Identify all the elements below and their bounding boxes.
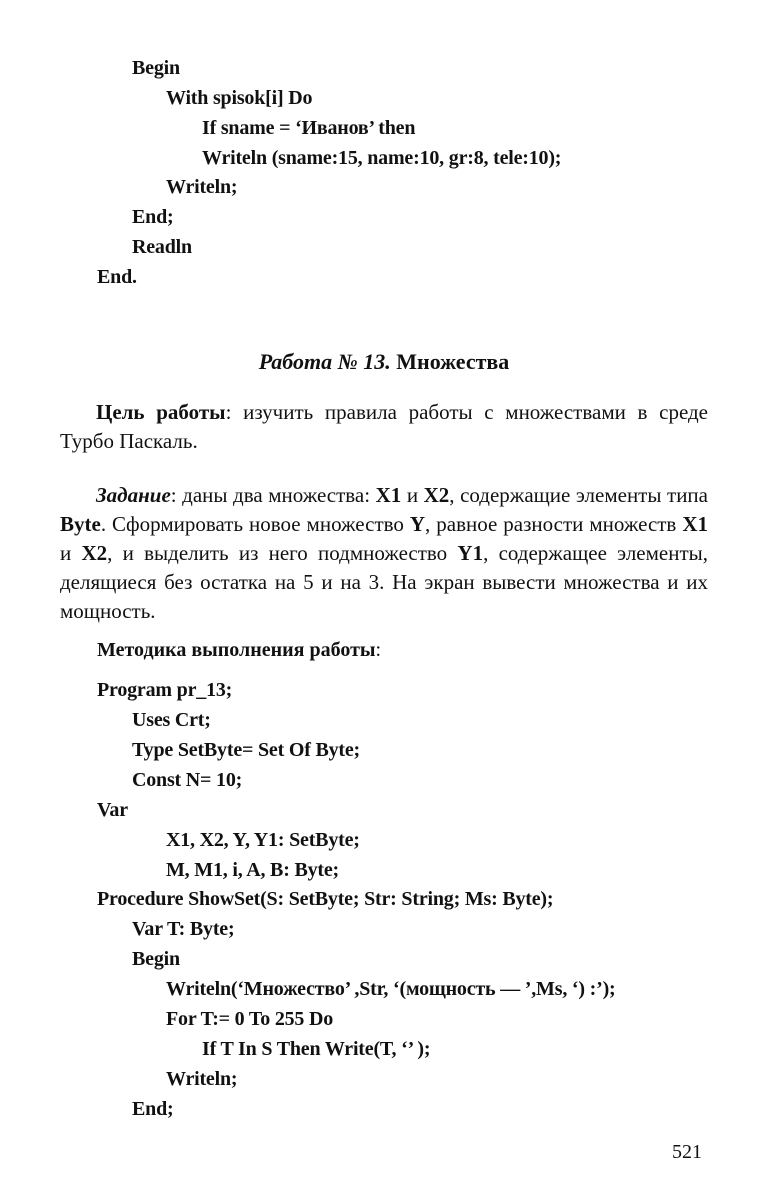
goal-text: : изучить правила работы с множествами в среде Турбо Паскаль. — [60, 400, 708, 453]
set-name: X1 — [375, 483, 402, 507]
type-name: Byte — [60, 512, 101, 536]
code-line: M, M1, i, A, B: Byte; — [166, 859, 339, 881]
code-line: Begin — [132, 948, 180, 970]
page-number: 521 — [672, 1141, 702, 1163]
code-line: End; — [132, 1098, 174, 1120]
code-line: Procedure ShowSet(S: SetByte; Str: String; Ms: Byte); — [97, 888, 554, 910]
task-text: : даны два множества: — [170, 483, 376, 507]
set-name: X2 — [81, 541, 108, 565]
method-label: Методика выполнения работы — [97, 639, 376, 661]
code-line: Type SetByte= Set Of Byte; — [132, 739, 361, 761]
method-colon: : — [375, 639, 382, 661]
code-line: Uses Crt; — [132, 709, 211, 731]
code-line: If sname = ‘Иванов’ then — [202, 117, 416, 139]
task-text: , содержащие элементы типа — [449, 483, 708, 507]
set-name: Y1 — [457, 541, 484, 565]
code-line: Writeln; — [166, 176, 238, 198]
code-line: Program pr_13; — [97, 679, 233, 701]
method-heading — [97, 640, 381, 660]
code-line: If T In S Then Write(T, ‘’ ); — [202, 1038, 431, 1060]
code-line: Begin — [132, 57, 180, 79]
task-text: и — [60, 541, 82, 565]
task-text: и — [401, 483, 424, 507]
set-name: X2 — [423, 483, 450, 507]
code-line: X1, X2, Y, Y1: SetByte; — [166, 829, 360, 851]
code-line: With spisok[i] Do — [166, 87, 313, 109]
task-label: Задание — [96, 483, 171, 507]
code-line: Writeln (sname:15, name:10, gr:8, tele:10); — [202, 147, 562, 169]
task-text: , и выделить из него подмножество — [107, 541, 458, 565]
task-paragraph — [60, 481, 708, 626]
heading-title: Множества — [396, 349, 510, 374]
code-line: Writeln; — [166, 1068, 238, 1090]
task-text: , содержащее элементы, делящиеся без остатка на 5 и на 3. На экран вывести множества и их мощность. — [60, 541, 708, 623]
goal-paragraph — [60, 398, 708, 456]
code-line: For T:= 0 To 255 Do — [166, 1008, 334, 1030]
code-line: End; — [132, 206, 174, 228]
code-line: Var — [97, 799, 128, 821]
code-line: Readln — [132, 236, 192, 258]
task-text: , равное разности множеств — [425, 512, 683, 536]
heading-lead: Работа № 13. — [258, 349, 391, 374]
task-text: . Сформировать новое множество — [100, 512, 410, 536]
set-name: Y — [409, 512, 426, 536]
code-line: Writeln(‘Множество’ ,Str, ‘(мощность — ’,Ms, ‘) :’); — [166, 978, 616, 1000]
section-heading — [0, 351, 768, 373]
code-line: Var T: Byte; — [132, 918, 235, 940]
set-name: X1 — [682, 512, 708, 536]
code-line: Const N= 10; — [132, 769, 243, 791]
code-line: End. — [97, 266, 137, 288]
goal-label: Цель работы — [96, 400, 226, 424]
